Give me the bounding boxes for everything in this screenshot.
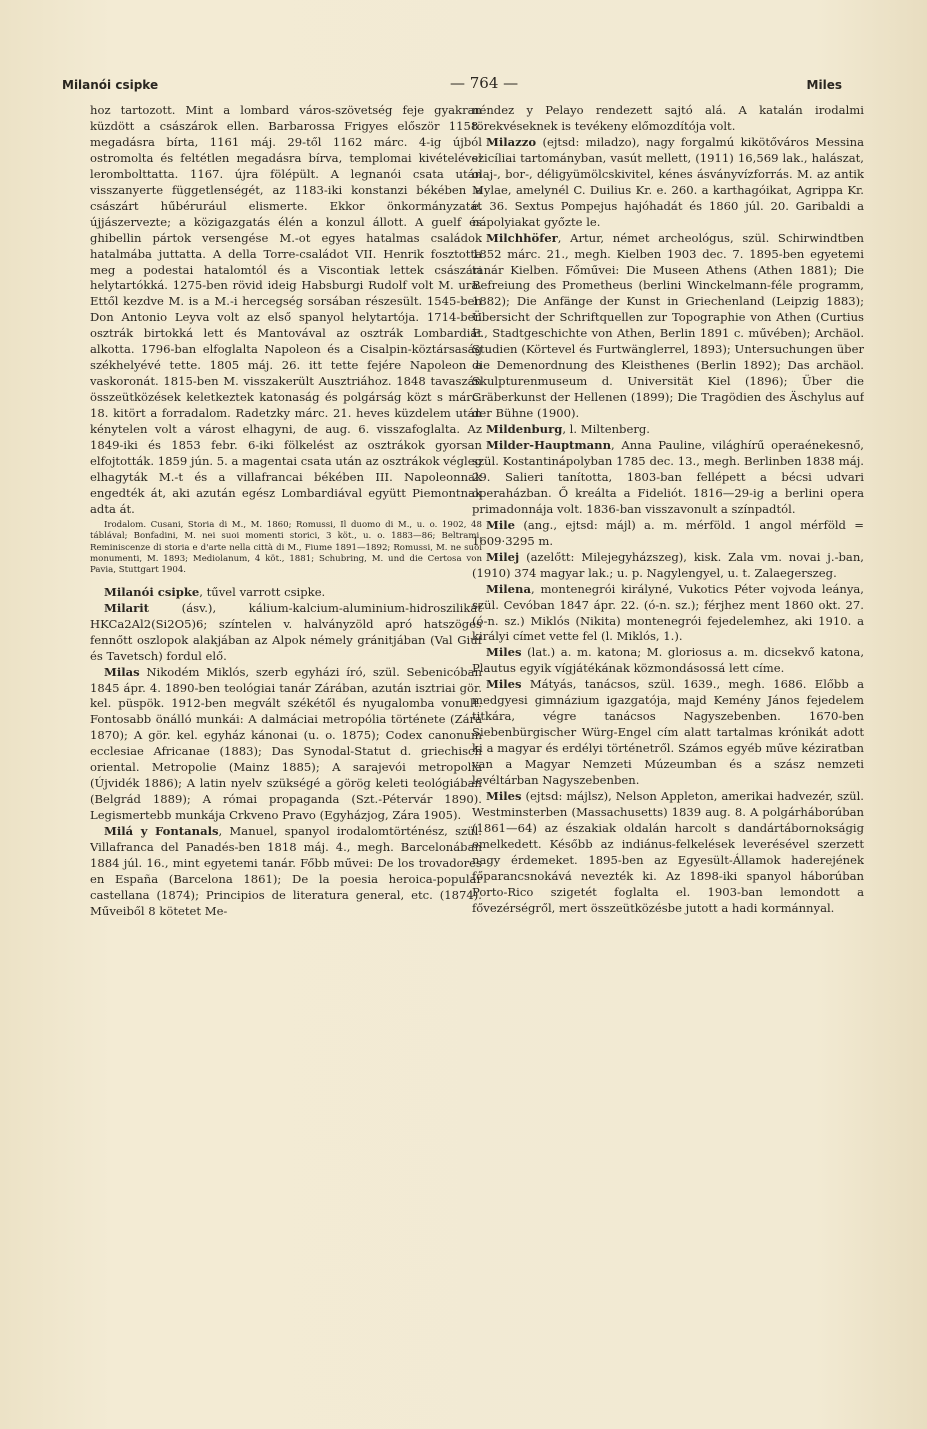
entry-mile: Mile (ang., ejtsd: májl) a. m. mérföld. 1 angol mérföld = 1609·3295 m. (472, 517, 864, 548)
headword: Milarit (104, 600, 150, 615)
entry-miles-lat: Miles (lat.) a. m. katona; M. gloriosus a. m. dicsekvő katona, Plautus egyik vígjátékának közmondásossá lett címe. (472, 645, 864, 676)
literature-note: Irodalom. Cusani, Storia di M., M. 1860; Romussi, Il duomo di M., u. o. 1902, 48 táblával; Bonfadini, M. nei suoi momenti storici, 3 köt., u. o. 1883—86; Beltrami, Reminiscenze di storia e d'arte nella città di M., Fiume 1891—1892; Romussi, M. ne suoi monumenti, M. 1893; Mediolanum, 4 köt., 1881; Schubring, M. und die Certosa von Pavia, Stuttgart 1904. (90, 519, 482, 576)
entry-milej: Milej (azelőtt: Milejegyházszeg), kisk. Zala vm. novai j.-ban, (1910) 374 magyar lak.; u. p. Nagylengyel, u. t. Zalaegerszeg. (472, 549, 864, 580)
entry-continuation-milano: hoz tartozott. Mint a lombard város-szövetség feje gyakran küzdött a császárok ellen. Barbarossa Frigyes először 1158. megadásra bírta, 1161 máj. 29-től 1162 márc. 4-ig újból ostromolta és feltétlen megadásra bírva, templomai kivételével lerombolttatta. 1167. újra fölépült. A legnanói csata után visszanyerte függetlenségét, az 1183-iki konstanzi békében a császárt hűbérurául elismerte. Ekkor önkormányzatát újjászervezte; a közigazgatás élén a konzul állott. A guelf és ghibellin pártok versengése M.-ot egyes hatalmas családok hatalmába juttatta. A della Torre-családot VII. Henrik fosztotta meg a podestai hatalomtól és a Viscontiak lettek császári helytartókká. 1275-ben rövid ideig Habsburgi Rudolf volt M. ura. Ettől kezdve M. is a M.-i hercegség sorsában részesült. 1545-ben Don Antonio Leyva volt az első spanyol helytartója. 1714-ben osztrák birtokká lett és Mantovával az osztrák Lombardiát alkotta. 1796-ban elfoglalta Napoleon és a Cisalpin-köztársaság székhelyévé tette. 1805 máj. 26. itt tette fejére Napoleon a vaskoronát. 1815-ben M. visszakerült Ausztriához. 1848 tavaszán összeütközések keletkeztek katonaság és polgárság közt s márc. 18. kitört a forradalom. Radetzky márc. 21. heves küzdelem után kénytelen volt a várost elhagyni, de aug. 6. visszafoglalta. Az 1849-iki és 1853 febr. 6-iki fölkelést az osztrákok gyorsan elfojtották. 1859 jún. 5. a magentai csata után az osztrákok végleg elhagyták M.-t és a villafrancai békében III. Napoleonnak engedték át, aki azután egész Lombardiával együtt Piemontnak adta át. (90, 103, 482, 516)
entry-mila-y-fontanals: Milá y Fontanals, Manuel, spanyol irodalomtörténész, szül. Villafranca del Panadés-ben 1818 máj. 4., megh. Barcelonában 1884 júl. 16., mint egyetemi tanár. Főbb művei: De los trovadores en España (Barcelona 1861); De la poesia heroica-popular castellana (1874); Principios de literatura general, etc. (1874). Műveiből 8 kötetet Me- (90, 824, 482, 918)
entry-milena: Milena, montenegrói királyné, Vukotics Péter vojvoda leánya, szül. Cevóban 1847 ápr. 22. (ó-n. sz.); férjhez ment 1860 okt. 27. (ó-n. sz.) Miklós (Nikita) montenegrói fejedelemhez, aki 1910. a királyi címet vette fel (l. Miklós, 1.). (472, 581, 864, 644)
headword: Miles (486, 645, 522, 660)
left-column (90, 103, 482, 1353)
entry-miles-matyas: Miles Mátyás, tanácsos, szül. 1639., megh. 1686. Előbb a medgyesi gimnázium igazgatója, majd Kemény János fejedelem titkára, végre tanácsos Nagyszebenben. 1670-ben Siebenbürgischer Würg-Engel cím alatt tartalmas krónikát adott ki a magyar és erdélyi történetről. Számos egyéb műve kéziratban van a Magyar Nemzeti Múzeumban és a szász nemzeti levéltárban Nagyszebenben. (472, 677, 864, 788)
headword: Miles (486, 788, 522, 803)
headword: Milá y Fontanals (104, 824, 219, 839)
entry-continuation-mila: néndez y Pelayo rendezett sajtó alá. A katalán irodalmi törekvéseknek is tevékeny előmozdítója volt. (472, 103, 864, 133)
headword: Milas (104, 664, 140, 679)
page-number: — 764 — (450, 74, 519, 92)
entry-milarit: Milarit (ásv.), kálium-kalcium-aluminium-hidroszilikát HKCa2Al2(Si2O5)6; színtelen v. halványzöld apró hatszöges fennőtt oszlopok alakjában az Alpok némely gránitjában (Val Giuf és Tavetsch) fordul elő. (90, 600, 482, 663)
header-left-keyword: Milanói csipke (62, 78, 159, 92)
entry-milder-hauptmann: Milder-Hauptmann, Anna Pauline, világhírű operaénekesnő, szül. Kostantinápolyban 1785 dec. 13., megh. Berlinben 1838 máj. 29. Salieri tanította, 1803-ban fellépett a bécsi udvari operaházban. Ő kreálta a Fideliót. 1816—29-ig a berlini opera primadonnája volt. 1836-ban visszavonult a színpadtól. (472, 438, 864, 516)
headword: Miles (486, 677, 522, 692)
headword: Milanói csipke (104, 584, 200, 599)
header-right-keyword: Miles (806, 78, 842, 92)
headword: Mile (486, 517, 516, 532)
entry-miles-nelson: Miles (ejtsd: májlsz), Nelson Appleton, amerikai hadvezér, szül. Westminsterben (Massachusetts) 1839 aug. 8. A polgárháborúban (1861—64) az északiak oldalán harcolt s dandártábornokságig emelkedett. Később az indiánus-felkelések leverésével szerzett nagy érdemeket. 1895-ben az Egyesült-Államok haderejének főparancsnokává nevezték ki. Az 1898-iki spanyol háborúban Porto-Rico szigetét foglalta el. 1903-ban lemondott a fővezérségről, mert összeütközésbe jutott a hadi kormánnyal. (472, 788, 864, 915)
headword: Milazzo (486, 134, 537, 149)
headword: Milej (486, 549, 520, 564)
headword: Mildenburg (486, 422, 563, 437)
running-header (62, 74, 842, 98)
entry-milchhofer: Milchhöfer, Artur, német archeológus, szül. Schirwindtben 1852 márc. 21., megh. Kielben 1903 dec. 7. 1895-ben egyetemi tanár Kielben. Főművei: Die Museen Athens (Athen 1881); Die Befreiung des Prometheus (berlini Winckelmann-féle programm, 1882); Die Anfänge der Kunst in Griechenland (Leipzig 1883); Übersicht der Schriftquellen zur Topographie von Athen (Curtius E., Stadtgeschichte von Athen, Berlin 1891 c. művében); Archäol. Studien (Körtevel és Furtwänglerrel, 1893); Untersuchungen über die Demenordnung des Kleisthenes (Berlin 1892); Das archäol. Skulpturenmuseum d. Universität Kiel (1896); Über die Gräberkunst der Hellenen (1899); Die Tragödien des Äschylus auf der Bühne (1900). (472, 230, 864, 421)
entry-mildenburg: Mildenburg, l. Miltenberg. (486, 422, 650, 437)
entry-milazzo: Milazzo (ejtsd: miladzo), nagy forgalmú kikötőváros Messina szicíliai tartományban, vasút mellett, (1911) 16,569 lak., halászat, olaj-, bor-, déligyümölcskivitel, kénes ásványvízforrás. M. az antik Mylae, amelynél C. Duilius Kr. e. 260. a karthagóikat, Agrippa Kr. e. 36. Sextus Pompejus hajóhadát és 1860 júl. 20. Garibaldi a nápolyiakat győzte le. (472, 134, 864, 229)
headword: Milchhöfer (486, 230, 558, 245)
entry-milas: Milas Nikodém Miklós, szerb egyházi író, szül. Sebenicóban 1845 ápr. 4. 1890-ben teológiai tanár Zárában, azután isztriai gör. kel. püspök. 1912-ben megvált székétől és nyugalomba vonult. Fontosabb önálló munkái: A dalmáciai metropólia története (Zára 1870); A gör. kel. egyház kánonai (u. o. 1875); Codex canonum ecclesiae Africanae (1883); Das Synodal-Statut d. griechisch oriental. Metropolie (Mainz 1885); A sarajevói metropolia (Újvidék 1886); A latin nyelv szükségé a görög keleti teológiában (Belgrád 1889); A római propaganda (Szt.-Pétervár 1890). Legismertebb munkája Crkveno Pravo (Egyházjog, Zára 1905). (90, 664, 482, 823)
headword: Milder-Hauptmann (486, 438, 612, 453)
headword: Milena (486, 581, 531, 596)
right-column (472, 103, 864, 1353)
entry-milanoi-csipke: Milanói csipke, tűvel varrott csipke. (104, 584, 326, 599)
